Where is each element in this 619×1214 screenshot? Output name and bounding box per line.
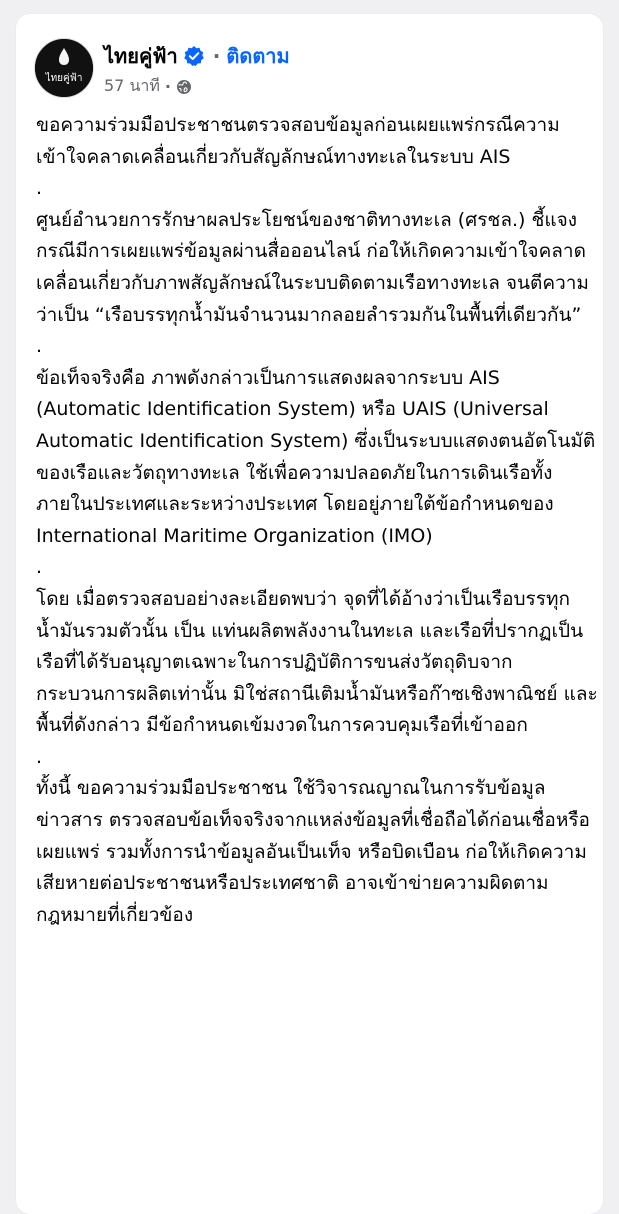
post-card bbox=[16, 14, 603, 1214]
post-timestamp[interactable]: 57 นาที bbox=[104, 76, 160, 95]
post-paragraph: ศูนย์อำนวยการรักษาผลประโยชน์ของชาติทางทะเล (ศรชล.) ชี้แจงกรณีมีการเผยแพร่ข้อมูลผ่านสื่อออนไลน์ ก่อให้เกิดความเข้าใจคลาดเคลื่อนเกี่ยวกับภาพสัญลักษณ์ในระบบติดตามเรือทางทะเล จนตีความว่าเป็น “เรือบรรทุกน้ำมันจำนวนมากลอยลำรวมกันในพื้นที่เดียวกัน” bbox=[36, 208, 589, 326]
globe-icon bbox=[176, 79, 192, 95]
avatar-text: ไทยคู่ฟ้า bbox=[45, 73, 83, 84]
post-header bbox=[32, 30, 592, 100]
verified-badge-icon bbox=[183, 45, 205, 67]
page-name[interactable]: ไทยคู่ฟ้า bbox=[104, 44, 178, 68]
avatar[interactable] bbox=[34, 38, 94, 98]
separator-dot: · bbox=[212, 44, 221, 68]
post-paragraph-dot: . bbox=[36, 745, 43, 768]
post-paragraph: โดย เมื่อตรวจสอบอย่างละเอียดพบว่า จุดที่ได้อ้างว่าเป็นเรือบรรทุกน้ำมันรวมตัวนั้น เป็น แท่นผลิตพลังงานในทะเล และเรือที่ปรากฏเป็นเรือที่ได้รับอนุญาตเฉพาะในการปฏิบัติการขนส่งวัตถุดิบจากกระบวนการผลิตเท่านั้น มิใช่สถานีเติมน้ำมันหรือก๊าซเชิงพาณิชย์ และพื้นที่ดังกล่าว มีข้อกำหนดเข้มงวดในการควบคุมเรือที่เข้าออก bbox=[36, 587, 598, 737]
post-paragraph: ข้อเท็จจริงคือ ภาพดังกล่าวเป็นการแสดงผลจากระบบ AIS (Automatic Identification System) หรือ UAIS (Universal Automatic Identification System) ซึ่งเป็นระบบแสดงตนอัตโนมัติของเรือและวัตถุทางทะเล ใช้เพื่อความปลอดภัยในการเดินเรือทั้งภายในประเทศและระหว่างประเทศ โดยอยู่ภายใต้ข้อกำหนดของ International Maritime Organization (IMO) bbox=[36, 366, 596, 547]
post-paragraph: ทั้งนี้ ขอความร่วมมือประชาชน ใช้วิจารณญาณในการรับข้อมูลข่าวสาร ตรวจสอบข้อเท็จจริงจากแหล่งข้อมูลที่เชื่อถือได้ก่อนเชื่อหรือเผยแพร่ รวมทั้งการนำข้อมูลอันเป็นเท็จ หรือบิดเบือน ก่อให้เกิดความเสียหายต่อประชาชนหรือประเทศชาติ อาจเข้าข่ายความผิดตามกฎหมายที่เกี่ยวข้อง bbox=[36, 777, 590, 926]
post-text bbox=[36, 110, 598, 931]
post-paragraph-dot: . bbox=[36, 556, 43, 579]
follow-button[interactable]: ติดตาม bbox=[226, 44, 290, 68]
avatar-logo-icon bbox=[35, 39, 93, 97]
name-row bbox=[104, 40, 290, 72]
post-paragraph: ขอความร่วมมือประชาชนตรวจสอบข้อมูลก่อนเผยแพร่กรณีความเข้าใจคลาดเคลื่อนเกี่ยวกับสัญลักษณ์ทางทะเลในระบบ AIS bbox=[36, 114, 560, 168]
post-meta bbox=[104, 74, 192, 99]
meta-separator-dot: · bbox=[164, 77, 171, 96]
post-paragraph-dot: . bbox=[36, 335, 43, 358]
post-paragraph-dot: . bbox=[36, 177, 43, 200]
